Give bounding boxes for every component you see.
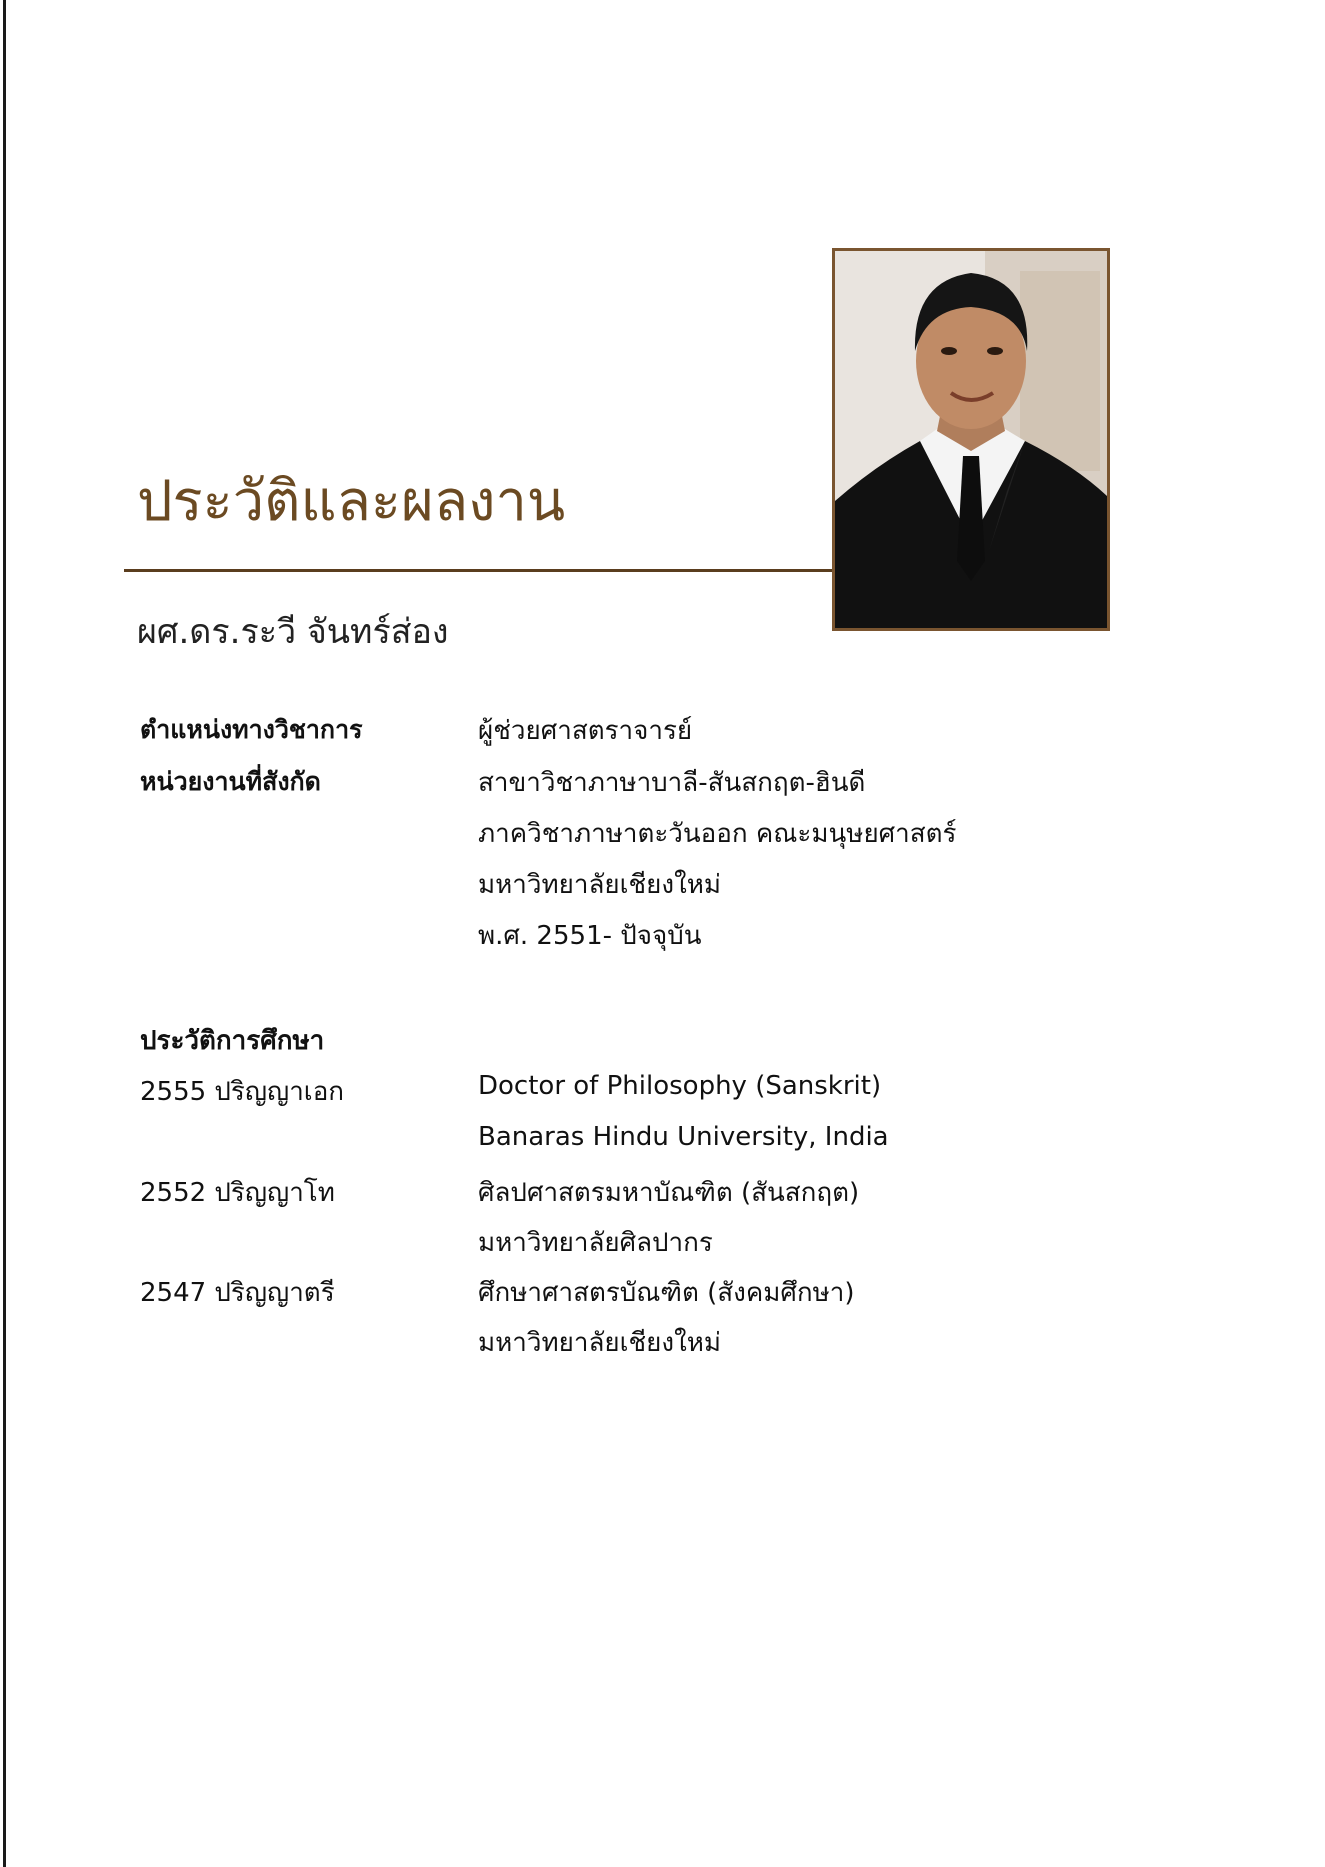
affiliation-line: มหาวิทยาลัยเชียงใหม่ [478,870,722,900]
title-underline [124,569,834,572]
page-left-border [3,0,6,1867]
education-degree-title: ศึกษาศาสตรบัณฑิต (สังคมศึกษา) [478,1278,855,1308]
person-name: ผศ.ดร.ระวี จันทร์ส่อง [137,612,449,652]
page-title: ประวัติและผลงาน [137,469,566,534]
affiliation-label: หน่วยงานที่สังกัด [140,767,321,796]
affiliation-line: ภาควิชาภาษาตะวันออก คณะมนุษยศาสตร์ [478,819,957,849]
education-degree-title: ศิลปศาสตรมหาบัณฑิต (สันสกฤต) [478,1178,860,1208]
education-institution: มหาวิทยาลัยศิลปากร [478,1228,713,1258]
portrait-photo [832,248,1110,631]
education-year-degree: 2555 ปริญญาเอก [140,1077,345,1107]
affiliation-line: สาขาวิชาภาษาบาลี-สันสกฤต-ฮินดี [478,768,866,798]
affiliation-line: พ.ศ. 2551- ปัจจุบัน [478,921,702,951]
education-heading: ประวัติการศึกษา [140,1026,325,1056]
education-year-degree: 2552 ปริญญาโท [140,1178,335,1208]
education-institution: มหาวิทยาลัยเชียงใหม่ [478,1328,722,1358]
academic-position-value: ผู้ช่วยศาสตราจารย์ [478,716,693,746]
education-year-degree: 2547 ปริญญาตรี [140,1278,335,1308]
education-institution: Banaras Hindu University, India [478,1122,889,1152]
academic-position-label: ตำแหน่งทางวิชาการ [140,715,363,744]
education-degree-title: Doctor of Philosophy (Sanskrit) [478,1071,882,1101]
